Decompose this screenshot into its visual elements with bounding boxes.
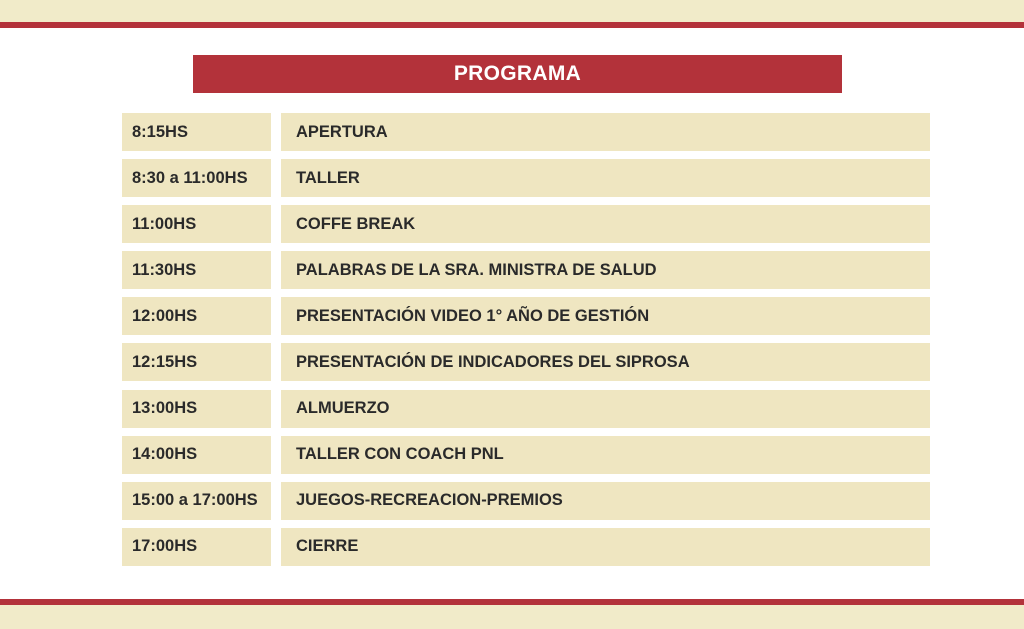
event-cell: PRESENTACIÓN VIDEO 1° AÑO DE GESTIÓN [281,297,930,335]
time-cell: 8:30 a 11:00HS [122,159,271,197]
schedule-row [122,528,930,566]
schedule-table [122,113,930,574]
schedule-row [122,297,930,335]
event-cell: JUEGOS-RECREACION-PREMIOS [281,482,930,520]
bottom-band [0,605,1024,629]
time-cell: 11:30HS [122,251,271,289]
event-cell: PRESENTACIÓN DE INDICADORES DEL SIPROSA [281,343,930,381]
schedule-row [122,343,930,381]
time-cell: 15:00 a 17:00HS [122,482,271,520]
title-banner [193,55,842,93]
schedule-row [122,205,930,243]
time-cell: 13:00HS [122,390,271,428]
time-cell: 14:00HS [122,436,271,474]
event-cell: ALMUERZO [281,390,930,428]
schedule-row [122,159,930,197]
top-band [0,0,1024,22]
top-divider [0,22,1024,28]
event-cell: PALABRAS DE LA SRA. MINISTRA DE SALUD [281,251,930,289]
event-cell: APERTURA [281,113,930,151]
time-cell: 12:00HS [122,297,271,335]
event-cell: TALLER [281,159,930,197]
schedule-row [122,482,930,520]
time-cell: 12:15HS [122,343,271,381]
schedule-row [122,113,930,151]
schedule-row [122,251,930,289]
event-cell: CIERRE [281,528,930,566]
schedule-row [122,390,930,428]
schedule-row [122,436,930,474]
event-cell: COFFE BREAK [281,205,930,243]
time-cell: 17:00HS [122,528,271,566]
time-cell: 11:00HS [122,205,271,243]
time-cell: 8:15HS [122,113,271,151]
event-cell: TALLER CON COACH PNL [281,436,930,474]
page-title: PROGRAMA [453,62,582,85]
